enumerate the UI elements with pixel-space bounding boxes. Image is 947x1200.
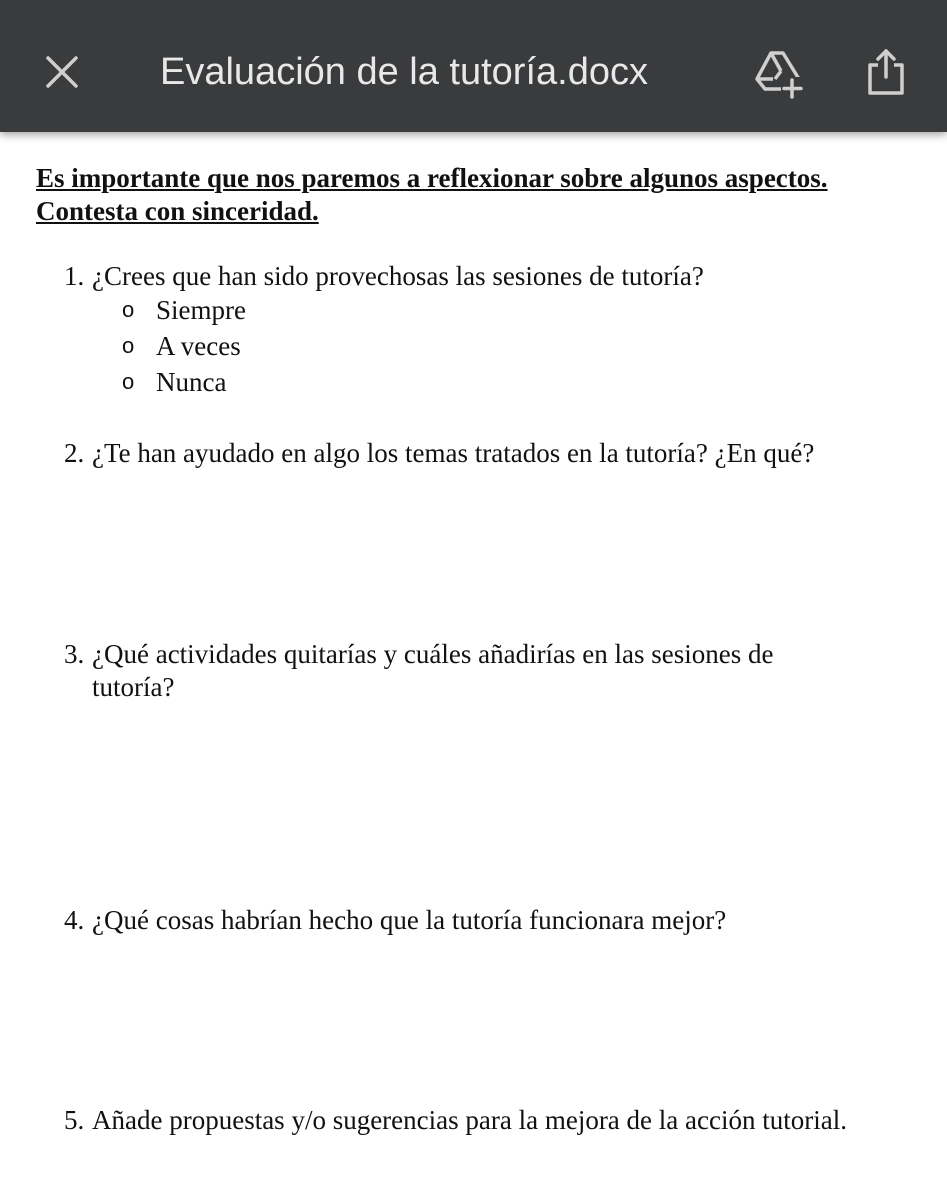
question-number: 3. (64, 639, 85, 669)
bullet-marker: o (122, 333, 135, 358)
option-a-veces (122, 328, 241, 364)
question-5 (64, 1104, 914, 1137)
question-number: 4. (64, 905, 85, 935)
share-button[interactable] (856, 42, 916, 102)
close-button[interactable] (34, 44, 90, 100)
app-bar (0, 0, 947, 132)
question-text: ¿Qué actividades quitarías y cuáles añadirías en las sesiones de tutoría? (92, 639, 774, 702)
question-number: 1. (64, 261, 85, 291)
option-label: Siempre (156, 295, 246, 325)
add-to-drive-button[interactable] (748, 44, 808, 104)
document-title: Evaluación de la tutoría.docx (160, 51, 648, 93)
option-label: Nunca (156, 367, 227, 397)
share-icon (866, 47, 906, 97)
option-nunca (122, 364, 226, 400)
question-text: ¿Qué cosas habrían hecho que la tutoría funcionara mejor? (92, 905, 727, 935)
question-text: ¿Te han ayudado en algo los temas tratados en la tutoría? ¿En qué? (92, 438, 815, 468)
option-label: A veces (156, 331, 241, 361)
add-to-drive-icon (751, 49, 805, 99)
intro-heading: Es importante que nos paremos a reflexionar sobre algunos aspectos. Contesta con sinceridad. (36, 163, 828, 226)
question-number: 5. (64, 1105, 85, 1135)
question-1 (64, 260, 894, 293)
option-siempre (122, 292, 246, 328)
question-number: 2. (64, 438, 85, 468)
bullet-marker: o (122, 297, 135, 322)
bullet-marker: o (122, 369, 135, 394)
question-2 (64, 437, 894, 470)
document-page (0, 132, 947, 1200)
question-text: ¿Crees que han sido provechosas las sesiones de tutoría? (92, 261, 704, 291)
question-3 (64, 638, 834, 704)
close-icon (45, 55, 79, 89)
question-4 (64, 904, 894, 937)
question-text: Añade propuestas y/o sugerencias para la mejora de la acción tutorial. (92, 1105, 847, 1135)
